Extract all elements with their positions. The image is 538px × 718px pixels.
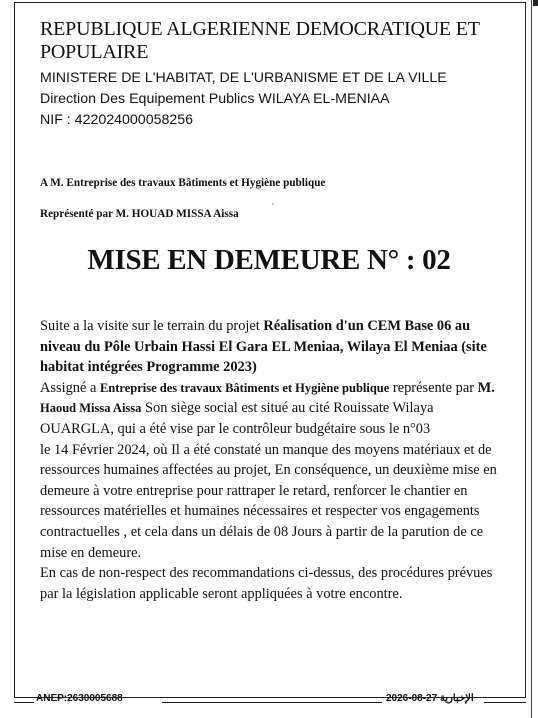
- adjacent-column-border: [531, 0, 532, 718]
- body-line: ressources matérielles et humaines nécessaires et respecter vos engagements: [40, 503, 480, 520]
- body-intro: Suite a la visite sur le terrain du projet: [40, 318, 264, 334]
- project-name-part2: niveau du Pôle Urbain Hassi El Gara EL Meniaa, Wilaya El Meniaa (site: [40, 338, 487, 355]
- project-name-part1: Réalisation d'un CEM Base 06 au: [263, 318, 471, 334]
- body-line: contractuelles , et cela dans un délais de 08 Jours à partir de la parution de ce: [40, 523, 484, 540]
- publication-date: 2026-08-27 الإخبارية: [386, 693, 474, 704]
- headquarters-text: Son siège social est situé au cité Rouissate Wilaya: [141, 400, 434, 417]
- anep-reference: ANEP:2630005688: [36, 693, 123, 704]
- body-line: [40, 316, 518, 337]
- assigne-text: Assigné a: [40, 379, 100, 396]
- ministry-name: MINISTERE DE L'HABITAT, DE L'URBANISME ET DE LA VILLE: [40, 70, 447, 86]
- body-line: le 14 Février 2024, où Il a été constaté un manque des moyens matériaux et de: [40, 441, 492, 458]
- addressee-representative: Représenté par M. HOUAD MISSA Aissa: [40, 208, 239, 220]
- company-name: Entreprise des travaux Bâtiments et Hygiène publique: [99, 380, 390, 395]
- m-abbrev: M.: [477, 379, 495, 396]
- footer-rule: [162, 702, 382, 703]
- represente-text: représente par: [389, 379, 478, 396]
- body-line: mise en demeure.: [40, 544, 142, 561]
- adjacent-column-mark: [533, 0, 538, 6]
- body-line: [40, 398, 518, 419]
- representative-name: Haoud Missa Aissa: [40, 401, 142, 416]
- addressee-company: A M. Entreprise des travaux Bâtiments et Hygiène publique: [40, 177, 326, 189]
- body-line: En cas de non-respect des recommandations ci-dessus, des procédures prévues: [40, 565, 493, 582]
- body-line: par la législation applicable seront appliquées à votre encontre.: [40, 585, 403, 602]
- nif-number: NIF : 422024000058256: [40, 112, 194, 128]
- notice-body: [40, 316, 518, 604]
- footer-rule: [484, 702, 526, 703]
- body-line: ressources humaines affectées au projet, En conséquence, un deuxième mise en: [40, 462, 497, 479]
- project-name-part3: habitat intégrées Programme 2023): [40, 359, 257, 376]
- footer-rule: [14, 702, 34, 703]
- ministry-block: [40, 68, 447, 131]
- notice-footer: [14, 690, 526, 706]
- body-line: OUARGLA, qui a été vise par le contrôleur budgétaire sous le n°03: [40, 420, 431, 437]
- body-line: [40, 378, 518, 399]
- body-line: demeure à votre entreprise pour rattraper le retard, renforcer le chantier en: [40, 482, 468, 499]
- republic-header: REPUBLIQUE ALGERIENNE DEMOCRATIQUE ET POPULAIRE: [40, 18, 480, 63]
- direction-name: Direction Des Equipement Publics WILAYA EL-MENIAA: [40, 91, 390, 107]
- stray-mark: ,: [272, 197, 274, 206]
- notice-title: MISE EN DEMEURE N° : 02: [87, 244, 451, 276]
